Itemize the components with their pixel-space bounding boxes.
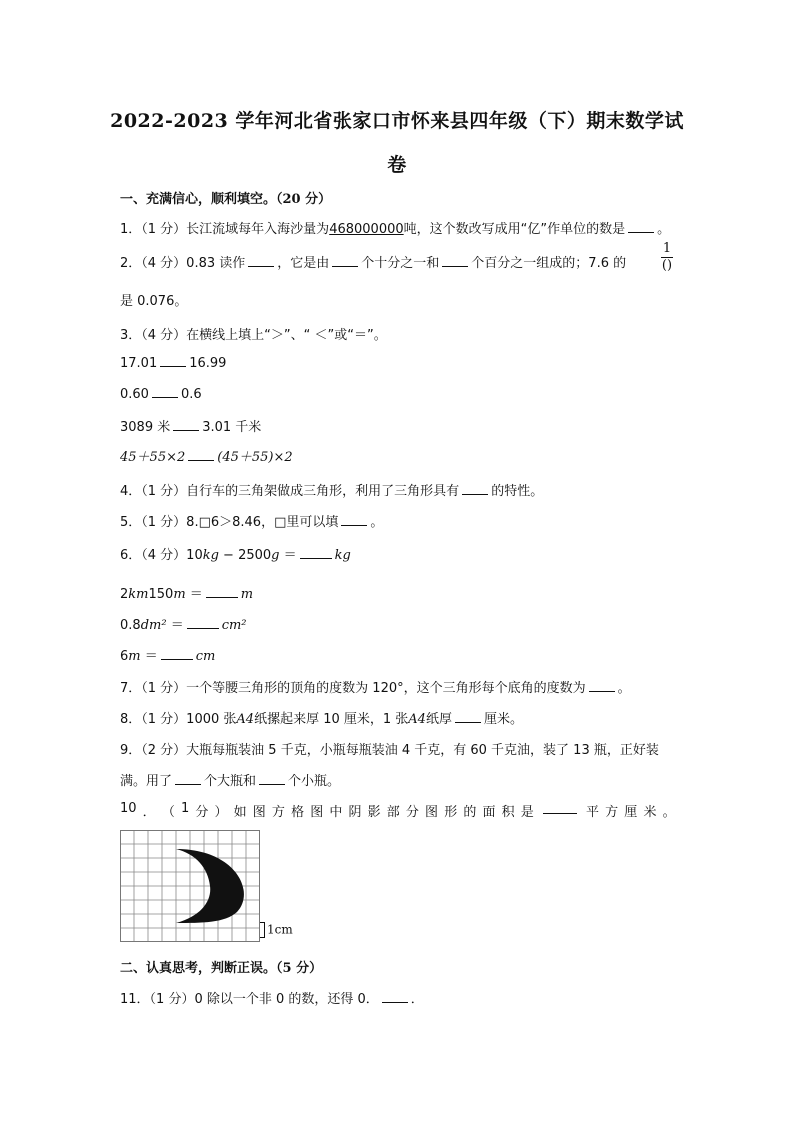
q6-row-3 bbox=[120, 614, 247, 633]
q3-row-2 bbox=[120, 385, 202, 402]
q10-token: 图 bbox=[252, 805, 266, 820]
q3-row-3-blank[interactable] bbox=[173, 418, 199, 431]
q8-text-after: 厘米。 bbox=[483, 712, 523, 727]
page-title-line2: 卷 bbox=[387, 154, 407, 176]
q6-row-2 bbox=[120, 583, 253, 602]
q9-text-a: 满。用了 bbox=[120, 774, 173, 789]
q10-token: 中 bbox=[329, 805, 343, 820]
q3-row-1 bbox=[120, 354, 226, 371]
q10-token: 部 bbox=[386, 805, 400, 820]
q2-fraction-numerator: 1 bbox=[662, 241, 672, 256]
question-2 bbox=[120, 252, 626, 271]
q10-token: 分 bbox=[195, 805, 209, 820]
q4-blank[interactable] bbox=[462, 482, 488, 495]
q6-unit-kg: kg bbox=[202, 548, 219, 563]
q10-unit-brace bbox=[260, 922, 265, 938]
q6-blank-2[interactable] bbox=[206, 585, 238, 598]
q10-token-tail: 平 bbox=[586, 805, 600, 820]
q10-token: 图 bbox=[310, 805, 324, 820]
q5-text-after: 。 bbox=[370, 515, 384, 530]
q10-token: 影 bbox=[367, 805, 381, 820]
q9-text-b: 个大瓶和 bbox=[204, 774, 257, 789]
q10-token: 1 bbox=[180, 801, 190, 816]
q1-number: 468000000 bbox=[329, 222, 404, 237]
q6-r4-m: m bbox=[128, 649, 141, 664]
q2-text-3: 个十分之一和 bbox=[361, 256, 440, 271]
q10-token: 图 bbox=[425, 805, 439, 820]
q2-fraction bbox=[661, 242, 673, 273]
q6-r3-unit: cm² bbox=[221, 618, 247, 633]
q10-blank[interactable] bbox=[543, 801, 577, 814]
q6-text: 6．（4 分）10 bbox=[120, 548, 203, 563]
q6-r2-b: 150 bbox=[148, 587, 174, 602]
q11-text-after: ． bbox=[410, 992, 424, 1007]
q3-row-2-blank[interactable] bbox=[152, 385, 178, 398]
question-6 bbox=[120, 544, 351, 563]
q6-r2-km: km bbox=[128, 587, 149, 602]
q6-unit-g: g bbox=[271, 548, 280, 563]
q10-token-tail: 厘 bbox=[624, 805, 638, 820]
q3-row-4-blank[interactable] bbox=[188, 448, 214, 461]
q2-blank-2[interactable] bbox=[332, 254, 358, 267]
q2-fraction-denominator[interactable]: () bbox=[661, 258, 673, 273]
q3-row-4-right: (45＋55)×2 bbox=[217, 450, 293, 465]
q8-a4: A4 bbox=[236, 712, 255, 727]
q5-blank[interactable] bbox=[341, 513, 367, 526]
q6-r2-m: m bbox=[173, 587, 186, 602]
q7-blank[interactable] bbox=[589, 679, 615, 692]
q6-unit-end: kg bbox=[334, 548, 351, 563]
q3-row-1-left: 17.01 bbox=[120, 356, 158, 371]
question-3: 3．（4 分）在横线上填上“＞”、“ ＜”或“＝”。 bbox=[120, 328, 387, 343]
q6-r3-eq: ＝ bbox=[166, 618, 184, 633]
q2-continuation: 是 0.076。 bbox=[120, 294, 188, 309]
question-8 bbox=[120, 708, 523, 727]
q2-blank-1[interactable] bbox=[248, 254, 274, 267]
q10-grid-svg bbox=[120, 830, 260, 942]
q11-text: 11．（1 分）0 除以一个非 0 的数，还得 0． bbox=[120, 992, 379, 1007]
q3-row-1-right: 16.99 bbox=[189, 356, 227, 371]
question-9-line-2 bbox=[120, 770, 340, 789]
q9-blank-1[interactable] bbox=[175, 772, 201, 785]
q1-text-after: 吨，这个数改写成用“亿”作单位的数是 bbox=[403, 222, 626, 237]
q7-text: 7．（1 分）一个等腰三角形的顶角的度数为 120°，这个三角形每个底角的度数为 bbox=[120, 681, 586, 696]
q6-r4-unit: cm bbox=[195, 649, 216, 664]
q9-blank-2[interactable] bbox=[259, 772, 285, 785]
q6-row-4 bbox=[120, 645, 215, 664]
q10-token-tail: 方 bbox=[605, 805, 619, 820]
q10-token: ） bbox=[214, 805, 228, 820]
q6-r2-a: 2 bbox=[120, 587, 129, 602]
section-1-heading: 一、充满信心，顺利填空。（20 分） bbox=[120, 192, 332, 207]
q1-text: 1．（1 分）长江流域每年入海沙量为 bbox=[120, 222, 330, 237]
q10-unit-label bbox=[260, 922, 293, 938]
q9-text-c: 个小瓶。 bbox=[288, 774, 341, 789]
q10-token: 积 bbox=[501, 805, 515, 820]
q6-blank-4[interactable] bbox=[161, 647, 193, 660]
q10-token: 分 bbox=[405, 805, 419, 820]
q6-minus: − 2500 bbox=[218, 548, 272, 563]
q10-token-tail: 。 bbox=[662, 805, 676, 820]
q3-row-1-blank[interactable] bbox=[160, 354, 186, 367]
q8-blank[interactable] bbox=[455, 710, 481, 723]
q10-token: 阴 bbox=[348, 805, 362, 820]
q10-token: 格 bbox=[291, 805, 305, 820]
q6-r3-a: 0.8 bbox=[120, 618, 141, 633]
q3-row-3 bbox=[120, 416, 261, 435]
q10-token: 是 bbox=[520, 805, 534, 820]
q2-text-1: 2．（4 分）0.83 读作 bbox=[120, 256, 246, 271]
q8-text-mid2: 纸厚 bbox=[425, 712, 452, 727]
q3-row-2-right: 0.6 bbox=[180, 387, 202, 402]
q3-row-3-left: 3089 米 bbox=[120, 420, 171, 435]
q10-token: 面 bbox=[482, 805, 496, 820]
question-10 bbox=[120, 801, 676, 820]
q2-text-4: 个百分之一组成的；7.6 的 bbox=[471, 256, 627, 271]
question-11 bbox=[120, 988, 424, 1007]
q10-token: 形 bbox=[444, 805, 458, 820]
q6-r4-eq: ＝ bbox=[140, 649, 158, 664]
q2-text-2: ，它是由 bbox=[277, 256, 330, 271]
q6-r4-a: 6 bbox=[120, 649, 129, 664]
q10-token: ． bbox=[142, 805, 156, 820]
q10-token-tail: 米 bbox=[643, 805, 657, 820]
q10-unit-text: 1cm bbox=[267, 922, 293, 937]
q8-text-mid: 纸摞起来厚 10 厘米，1 张 bbox=[254, 712, 409, 727]
q3-row-4 bbox=[120, 446, 293, 465]
q10-token: 的 bbox=[463, 805, 477, 820]
question-4 bbox=[120, 480, 543, 499]
q4-text: 4．（1 分）自行车的三角架做成三角形，利用了三角形具有 bbox=[120, 484, 460, 499]
section-2-heading: 二、认真思考，判断正误。（5 分） bbox=[120, 961, 323, 976]
q3-row-2-left: 0.60 bbox=[120, 387, 149, 402]
q10-token: 方 bbox=[271, 805, 285, 820]
q6-blank-1[interactable] bbox=[300, 546, 332, 559]
q6-blank-3[interactable] bbox=[187, 616, 219, 629]
q1-blank[interactable] bbox=[628, 220, 654, 233]
q7-text-after: 。 bbox=[617, 681, 631, 696]
q10-token: 如 bbox=[233, 805, 247, 820]
q4-text-after: 的特性。 bbox=[491, 484, 544, 499]
page-title-line1: 2022-2023 学年河北省张家口市怀来县四年级（下）期末数学试 bbox=[110, 110, 684, 132]
q6-r2-eq: ＝ bbox=[185, 587, 203, 602]
q8-a4b: A4 bbox=[408, 712, 426, 727]
question-9-line-1: 9．（2 分）大瓶每瓶装油 5 千克，小瓶每瓶装油 4 千克，有 60 千克油，装了 13 瓶，正好装 bbox=[120, 743, 659, 758]
question-7 bbox=[120, 677, 631, 696]
q8-text: 8．（1 分）1000 张 bbox=[120, 712, 237, 727]
q3-row-3-right: 3.01 千米 bbox=[202, 420, 262, 435]
q2-blank-3[interactable] bbox=[442, 254, 468, 267]
q6-r2-unit: m bbox=[240, 587, 254, 602]
q11-blank[interactable] bbox=[382, 990, 408, 1003]
q6-equals: ＝ bbox=[279, 548, 297, 563]
q5-text: 5．（1 分）8.□6＞8.46，□里可以填 bbox=[120, 515, 339, 530]
q6-r3-dm: dm² bbox=[140, 618, 167, 633]
q10-token: （ bbox=[161, 805, 175, 820]
q1-end: 。 bbox=[657, 222, 671, 237]
question-5 bbox=[120, 511, 383, 530]
q3-row-4-left: 45＋55×2 bbox=[120, 450, 186, 465]
q10-token: 10 bbox=[120, 801, 137, 816]
q10-grid-figure bbox=[120, 830, 260, 946]
question-1 bbox=[120, 218, 670, 237]
